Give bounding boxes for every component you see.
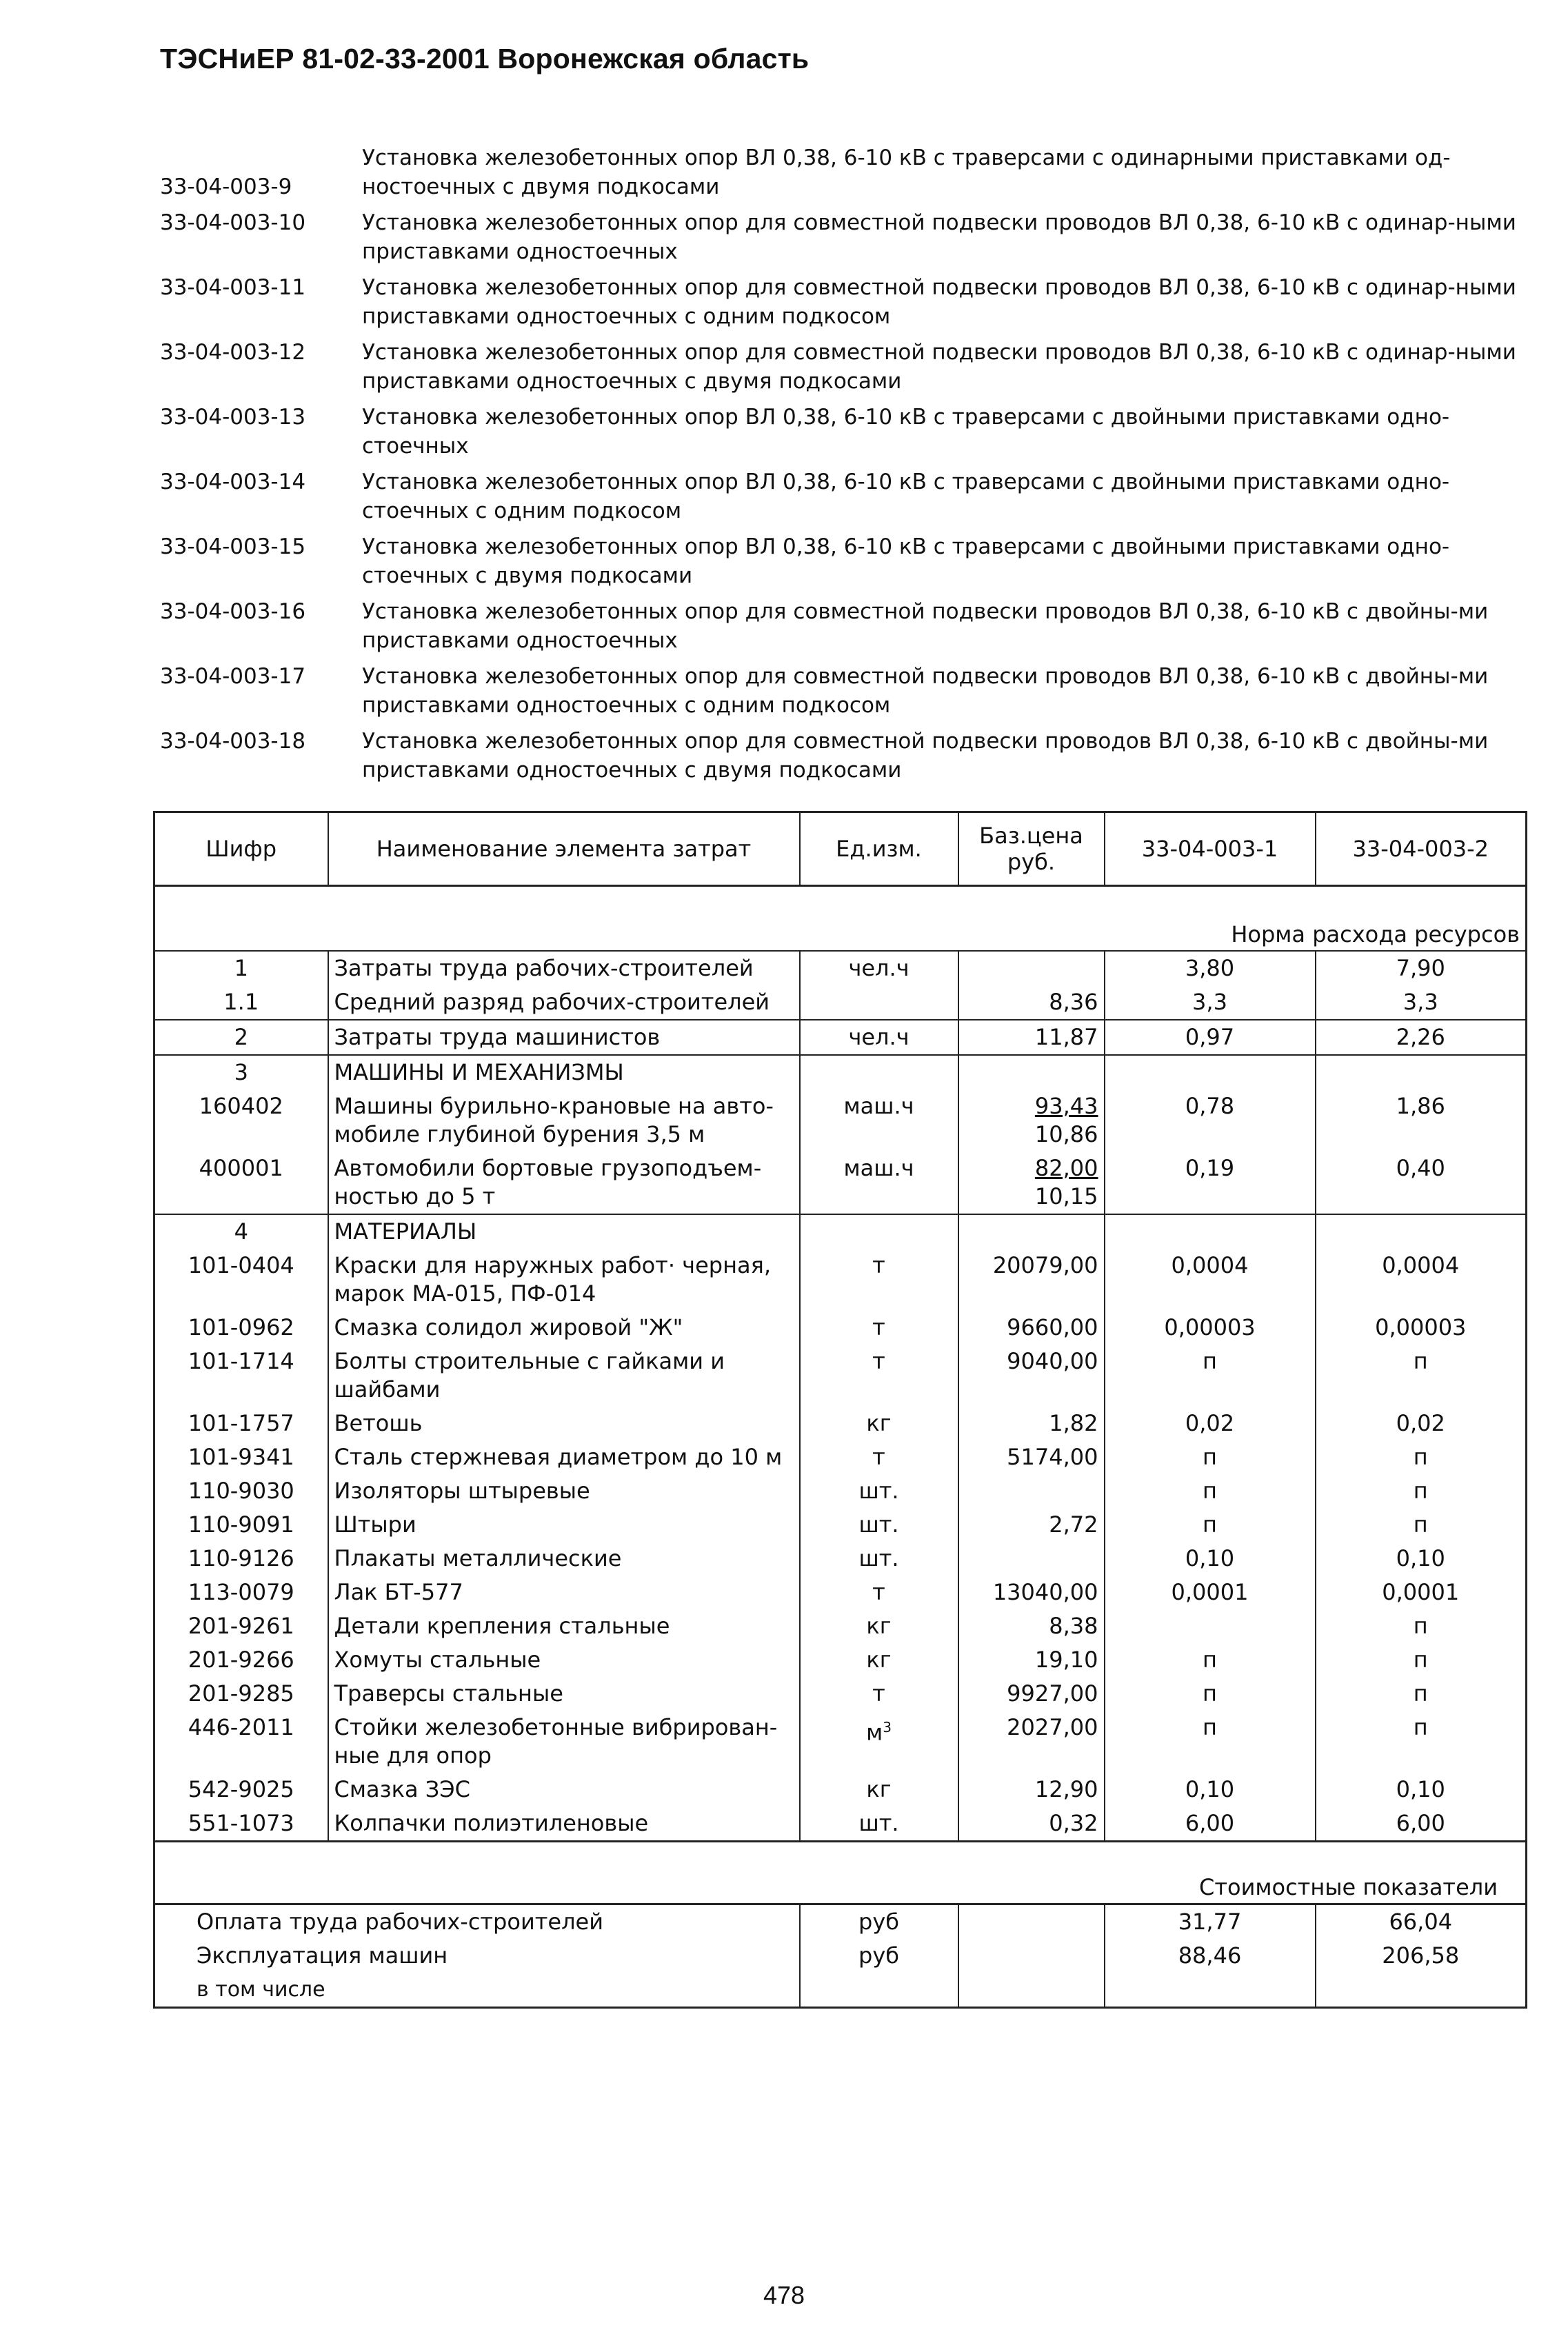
cell-value-1: 0,10 bbox=[1105, 1542, 1316, 1576]
cost-name: Оплата труда рабочих-строителей bbox=[154, 1904, 800, 1940]
cell-value-2: 0,10 bbox=[1316, 1542, 1527, 1576]
cell-value-1: 0,19 bbox=[1105, 1152, 1316, 1214]
document-header: ТЭСНиЕР 81-02-33-2001 Воронежская область bbox=[160, 43, 810, 74]
cell-price: 9927,00 bbox=[958, 1677, 1105, 1711]
section-row bbox=[154, 1214, 1527, 1249]
cell-value-1: 0,0004 bbox=[1105, 1249, 1316, 1311]
cost-value-2: 66,04 bbox=[1316, 1904, 1527, 1940]
cell-value-1: п bbox=[1105, 1474, 1316, 1508]
cell-unit bbox=[800, 1214, 958, 1249]
cell-value-2 bbox=[1316, 1214, 1527, 1249]
intro-item bbox=[160, 208, 1525, 266]
cell-price: 9040,00 bbox=[958, 1345, 1105, 1407]
page-number: 478 bbox=[763, 2281, 805, 2309]
cost-price bbox=[958, 1939, 1105, 1973]
material-row bbox=[154, 1440, 1527, 1474]
cost-price bbox=[958, 1973, 1105, 2008]
cell-name: Штыри bbox=[328, 1508, 800, 1542]
header-code: Шифр bbox=[154, 812, 328, 886]
material-row bbox=[154, 1407, 1527, 1440]
cell-value-2: 6,00 bbox=[1316, 1807, 1527, 1842]
material-row bbox=[154, 1345, 1527, 1407]
cost-label: Стоимостные показатели bbox=[154, 1842, 1527, 1904]
cost-value-2: 206,58 bbox=[1316, 1939, 1527, 1973]
cell-unit: шт. bbox=[800, 1542, 958, 1576]
cell-code: 101-0404 bbox=[154, 1249, 328, 1311]
cell-value-2: 0,02 bbox=[1316, 1407, 1527, 1440]
cell-value-2: 0,0001 bbox=[1316, 1576, 1527, 1609]
intro-code: 33-04-003-15 bbox=[160, 534, 306, 559]
cell-value-1: 0,78 bbox=[1105, 1089, 1316, 1152]
cell-value-2: п bbox=[1316, 1440, 1527, 1474]
cell-price: 8,38 bbox=[958, 1609, 1105, 1643]
cell-code: 110-9091 bbox=[154, 1508, 328, 1542]
price-machinist: 10,15 bbox=[1034, 1183, 1098, 1209]
cell-unit: маш.ч bbox=[800, 1152, 958, 1214]
table-row bbox=[154, 951, 1527, 985]
material-row bbox=[154, 1677, 1527, 1711]
cell-price bbox=[958, 1542, 1105, 1576]
cost-row bbox=[154, 1939, 1527, 1973]
cell-value-1 bbox=[1105, 1609, 1316, 1643]
material-row bbox=[154, 1609, 1527, 1643]
cost-value-1 bbox=[1105, 1973, 1316, 2008]
cell-unit: кг bbox=[800, 1407, 958, 1440]
cell-value-1: 0,0001 bbox=[1105, 1576, 1316, 1609]
cell-price: 5174,00 bbox=[958, 1440, 1105, 1474]
cost-row bbox=[154, 1973, 1527, 2008]
table-row bbox=[154, 985, 1527, 1020]
cell-name: Средний разряд рабочих-строителей bbox=[328, 985, 800, 1020]
cost-unit: руб bbox=[800, 1904, 958, 1940]
cell-price: 2027,00 bbox=[958, 1711, 1105, 1773]
cell-price: 0,32 bbox=[958, 1807, 1105, 1842]
intro-code: 33-04-003-9 bbox=[160, 174, 292, 199]
cell-name: Стойки железобетонные вибрирован-ные для опор bbox=[328, 1711, 800, 1773]
section-title: МАШИНЫ И МЕХАНИЗМЫ bbox=[328, 1055, 800, 1089]
cell-price: 8,36 bbox=[958, 985, 1105, 1020]
table-header-row bbox=[154, 812, 1527, 886]
cell-code: 201-9266 bbox=[154, 1643, 328, 1677]
cell-name: Смазка солидол жировой "Ж" bbox=[328, 1311, 800, 1345]
intro-code: 33-04-003-17 bbox=[160, 664, 306, 689]
table-row bbox=[154, 1152, 1527, 1214]
section-code: 4 bbox=[154, 1214, 328, 1249]
cell-value-1: 3,80 bbox=[1105, 951, 1316, 985]
intro-item bbox=[160, 338, 1525, 396]
cell-value-1 bbox=[1105, 1055, 1316, 1089]
intro-text: Установка железобетонных опор для совместной подвески проводов ВЛ 0,38, 6-10 кВ с одинар-ными приставками одностоечных с одним подкосом bbox=[362, 275, 1516, 329]
intro-item bbox=[160, 597, 1525, 655]
cell-price bbox=[958, 1152, 1105, 1214]
cost-label-row bbox=[154, 1842, 1527, 1904]
intro-list bbox=[160, 143, 1525, 792]
cell-price bbox=[958, 1089, 1105, 1152]
cell-unit: кг bbox=[800, 1643, 958, 1677]
cell-unit: шт. bbox=[800, 1474, 958, 1508]
cell-value-2: 0,10 bbox=[1316, 1773, 1527, 1807]
material-row bbox=[154, 1542, 1527, 1576]
cell-price: 20079,00 bbox=[958, 1249, 1105, 1311]
cell-value-1: 6,00 bbox=[1105, 1807, 1316, 1842]
cell-value-1: 0,00003 bbox=[1105, 1311, 1316, 1345]
cell-value-1: п bbox=[1105, 1643, 1316, 1677]
intro-code: 33-04-003-14 bbox=[160, 470, 306, 494]
material-row bbox=[154, 1807, 1527, 1842]
intro-text: Установка железобетонных опор ВЛ 0,38, 6-10 кВ с траверсами с одинарными приставками од-ностоечных с двумя подкосами bbox=[362, 145, 1451, 199]
cell-price: 19,10 bbox=[958, 1643, 1105, 1677]
cell-name: Затраты труда машинистов bbox=[328, 1020, 800, 1055]
price-machinist: 10,86 bbox=[1034, 1121, 1098, 1147]
cell-name: Краски для наружных работ· черная, марок МА-015, ПФ-014 bbox=[328, 1249, 800, 1311]
cell-price bbox=[958, 951, 1105, 985]
intro-text: Установка железобетонных опор для совместной подвески проводов ВЛ 0,38, 6-10 кВ с двойны-ми приставками одностоечных с одним подкосом bbox=[362, 664, 1489, 718]
cell-value-2: п bbox=[1316, 1609, 1527, 1643]
unit-text: м bbox=[866, 1719, 883, 1746]
cell-price bbox=[958, 1474, 1105, 1508]
cell-value-2: 0,0004 bbox=[1316, 1249, 1527, 1311]
cell-value-2: п bbox=[1316, 1508, 1527, 1542]
cell-value-1: п bbox=[1105, 1677, 1316, 1711]
cell-unit: кг bbox=[800, 1773, 958, 1807]
table-row bbox=[154, 1020, 1527, 1055]
section-title: МАТЕРИАЛЫ bbox=[328, 1214, 800, 1249]
material-row bbox=[154, 1643, 1527, 1677]
cell-code: 101-0962 bbox=[154, 1311, 328, 1345]
cost-price bbox=[958, 1904, 1105, 1940]
intro-item bbox=[160, 403, 1525, 461]
cell-value-1: 0,02 bbox=[1105, 1407, 1316, 1440]
header-col1: 33-04-003-1 bbox=[1105, 812, 1316, 886]
intro-text: Установка железобетонных опор для совместной подвески проводов ВЛ 0,38, 6-10 кВ с одинар-ными приставками одностоечных с двумя подкосами bbox=[362, 340, 1516, 394]
intro-item bbox=[160, 143, 1525, 201]
intro-code: 33-04-003-16 bbox=[160, 599, 306, 624]
table-row bbox=[154, 1089, 1527, 1152]
cell-code: 2 bbox=[154, 1020, 328, 1055]
cell-value-1: п bbox=[1105, 1440, 1316, 1474]
cell-value-2: п bbox=[1316, 1643, 1527, 1677]
cell-value-2: 3,3 bbox=[1316, 985, 1527, 1020]
cell-unit: т bbox=[800, 1345, 958, 1407]
material-row bbox=[154, 1508, 1527, 1542]
cell-code: 542-9025 bbox=[154, 1773, 328, 1807]
cell-value-2: п bbox=[1316, 1711, 1527, 1773]
intro-text: Установка железобетонных опор ВЛ 0,38, 6-10 кВ с траверсами с двойными приставками одно-стоечных с двумя подкосами bbox=[362, 534, 1450, 588]
cell-unit: кг bbox=[800, 1609, 958, 1643]
unit-superscript: 3 bbox=[883, 1719, 892, 1736]
intro-item bbox=[160, 467, 1525, 525]
cell-unit bbox=[800, 985, 958, 1020]
material-row bbox=[154, 1576, 1527, 1609]
cell-name: Болты строительные с гайками и шайбами bbox=[328, 1345, 800, 1407]
intro-code: 33-04-003-10 bbox=[160, 210, 306, 235]
cell-value-1: п bbox=[1105, 1508, 1316, 1542]
cell-price: 11,87 bbox=[958, 1020, 1105, 1055]
cell-value-2: п bbox=[1316, 1345, 1527, 1407]
cell-unit: чел.ч bbox=[800, 951, 958, 985]
intro-item bbox=[160, 532, 1525, 590]
cell-unit bbox=[800, 1711, 958, 1773]
cell-name: Автомобили бортовые грузоподъем-ностью до 5 т bbox=[328, 1152, 800, 1214]
cell-price bbox=[958, 1214, 1105, 1249]
cell-unit: шт. bbox=[800, 1807, 958, 1842]
cell-value-2: п bbox=[1316, 1474, 1527, 1508]
cell-name: Смазка ЗЭС bbox=[328, 1773, 800, 1807]
cell-name: Изоляторы штыревые bbox=[328, 1474, 800, 1508]
material-row bbox=[154, 1773, 1527, 1807]
material-row bbox=[154, 1711, 1527, 1773]
cell-price: 1,82 bbox=[958, 1407, 1105, 1440]
cost-value-1: 31,77 bbox=[1105, 1904, 1316, 1940]
intro-code: 33-04-003-12 bbox=[160, 340, 306, 365]
cell-price bbox=[958, 1055, 1105, 1089]
header-unit: Ед.изм. bbox=[800, 812, 958, 886]
cell-value-2: 0,00003 bbox=[1316, 1311, 1527, 1345]
cell-name: Затраты труда рабочих-строителей bbox=[328, 951, 800, 985]
cell-unit: чел.ч bbox=[800, 1020, 958, 1055]
cell-code: 110-9030 bbox=[154, 1474, 328, 1508]
cell-value-2: 2,26 bbox=[1316, 1020, 1527, 1055]
cost-value-1: 88,46 bbox=[1105, 1939, 1316, 1973]
cell-code: 110-9126 bbox=[154, 1542, 328, 1576]
section-row bbox=[154, 1055, 1527, 1089]
cell-name: Ветошь bbox=[328, 1407, 800, 1440]
header-name: Наименование элемента затрат bbox=[328, 812, 800, 886]
cell-name: Сталь стержневая диаметром до 10 м bbox=[328, 1440, 800, 1474]
cell-code: 101-1714 bbox=[154, 1345, 328, 1407]
intro-text: Установка железобетонных опор для совместной подвески проводов ВЛ 0,38, 6-10 кВ с двойны-ми приставками одностоечных bbox=[362, 599, 1489, 653]
cell-name: Машины бурильно-крановые на авто-мобиле глубиной бурения 3,5 м bbox=[328, 1089, 800, 1152]
cost-unit: руб bbox=[800, 1939, 958, 1973]
cell-price: 9660,00 bbox=[958, 1311, 1105, 1345]
cell-unit: т bbox=[800, 1576, 958, 1609]
cell-price: 2,72 bbox=[958, 1508, 1105, 1542]
cell-value-2: 7,90 bbox=[1316, 951, 1527, 985]
cell-value-2 bbox=[1316, 1055, 1527, 1089]
cell-unit: т bbox=[800, 1249, 958, 1311]
cost-value-2 bbox=[1316, 1973, 1527, 2008]
cell-code: 113-0079 bbox=[154, 1576, 328, 1609]
intro-text: Установка железобетонных опор ВЛ 0,38, 6-10 кВ с траверсами с двойными приставками одно-стоечных с одним подкосом bbox=[362, 470, 1450, 523]
cell-code: 201-9285 bbox=[154, 1677, 328, 1711]
cell-value-2: п bbox=[1316, 1677, 1527, 1711]
cell-name: Траверсы стальные bbox=[328, 1677, 800, 1711]
cell-unit: т bbox=[800, 1311, 958, 1345]
intro-code: 33-04-003-11 bbox=[160, 275, 306, 300]
cell-unit: шт. bbox=[800, 1508, 958, 1542]
cell-value-1: п bbox=[1105, 1711, 1316, 1773]
price-main: 93,43 bbox=[1034, 1093, 1098, 1119]
cost-incl: в том числе bbox=[154, 1973, 800, 2008]
cell-price: 13040,00 bbox=[958, 1576, 1105, 1609]
intro-code: 33-04-003-13 bbox=[160, 405, 306, 430]
intro-item bbox=[160, 662, 1525, 720]
cell-unit bbox=[800, 1055, 958, 1089]
cell-code: 201-9261 bbox=[154, 1609, 328, 1643]
cell-price: 12,90 bbox=[958, 1773, 1105, 1807]
cell-code: 551-1073 bbox=[154, 1807, 328, 1842]
cell-code: 101-9341 bbox=[154, 1440, 328, 1474]
cell-code: 400001 bbox=[154, 1152, 328, 1214]
cell-code: 101-1757 bbox=[154, 1407, 328, 1440]
cell-value-1: 0,10 bbox=[1105, 1773, 1316, 1807]
cell-name: Колпачки полиэтиленовые bbox=[328, 1807, 800, 1842]
cell-unit: маш.ч bbox=[800, 1089, 958, 1152]
norm-label: Норма расхода ресурсов bbox=[154, 886, 1527, 952]
cell-value-1: 3,3 bbox=[1105, 985, 1316, 1020]
cell-code: 1.1 bbox=[154, 985, 328, 1020]
cell-name: Лак БТ-577 bbox=[328, 1576, 800, 1609]
intro-item bbox=[160, 727, 1525, 785]
cell-unit: т bbox=[800, 1677, 958, 1711]
cell-code: 446-2011 bbox=[154, 1711, 328, 1773]
cost-name: Эксплуатация машин bbox=[154, 1939, 800, 1973]
cell-name: Плакаты металлические bbox=[328, 1542, 800, 1576]
header-price: Баз.цена руб. bbox=[958, 812, 1105, 886]
resource-table bbox=[153, 811, 1527, 2009]
cell-value-2: 0,40 bbox=[1316, 1152, 1527, 1214]
intro-text: Установка железобетонных опор для совместной подвески проводов ВЛ 0,38, 6-10 кВ с двойны-ми приставками одностоечных с двумя подкосами bbox=[362, 729, 1489, 783]
intro-text: Установка железобетонных опор ВЛ 0,38, 6-10 кВ с траверсами с двойными приставками одно-стоечных bbox=[362, 405, 1450, 459]
cell-name: Детали крепления стальные bbox=[328, 1609, 800, 1643]
cell-value-2: 1,86 bbox=[1316, 1089, 1527, 1152]
cell-code: 160402 bbox=[154, 1089, 328, 1152]
cell-name: Хомуты стальные bbox=[328, 1643, 800, 1677]
material-row bbox=[154, 1311, 1527, 1345]
cell-unit: т bbox=[800, 1440, 958, 1474]
cost-unit bbox=[800, 1973, 958, 2008]
material-row bbox=[154, 1249, 1527, 1311]
intro-code: 33-04-003-18 bbox=[160, 729, 306, 754]
cell-value-1: п bbox=[1105, 1345, 1316, 1407]
price-main: 82,00 bbox=[1034, 1155, 1098, 1181]
material-row bbox=[154, 1474, 1527, 1508]
section-code: 3 bbox=[154, 1055, 328, 1089]
intro-text: Установка железобетонных опор для совместной подвески проводов ВЛ 0,38, 6-10 кВ с одинар-ными приставками одностоечных bbox=[362, 210, 1516, 264]
cell-code: 1 bbox=[154, 951, 328, 985]
cell-value-1 bbox=[1105, 1214, 1316, 1249]
norm-label-row bbox=[154, 886, 1527, 952]
intro-item bbox=[160, 273, 1525, 331]
header-col2: 33-04-003-2 bbox=[1316, 812, 1527, 886]
cell-value-1: 0,97 bbox=[1105, 1020, 1316, 1055]
cost-row bbox=[154, 1904, 1527, 1940]
